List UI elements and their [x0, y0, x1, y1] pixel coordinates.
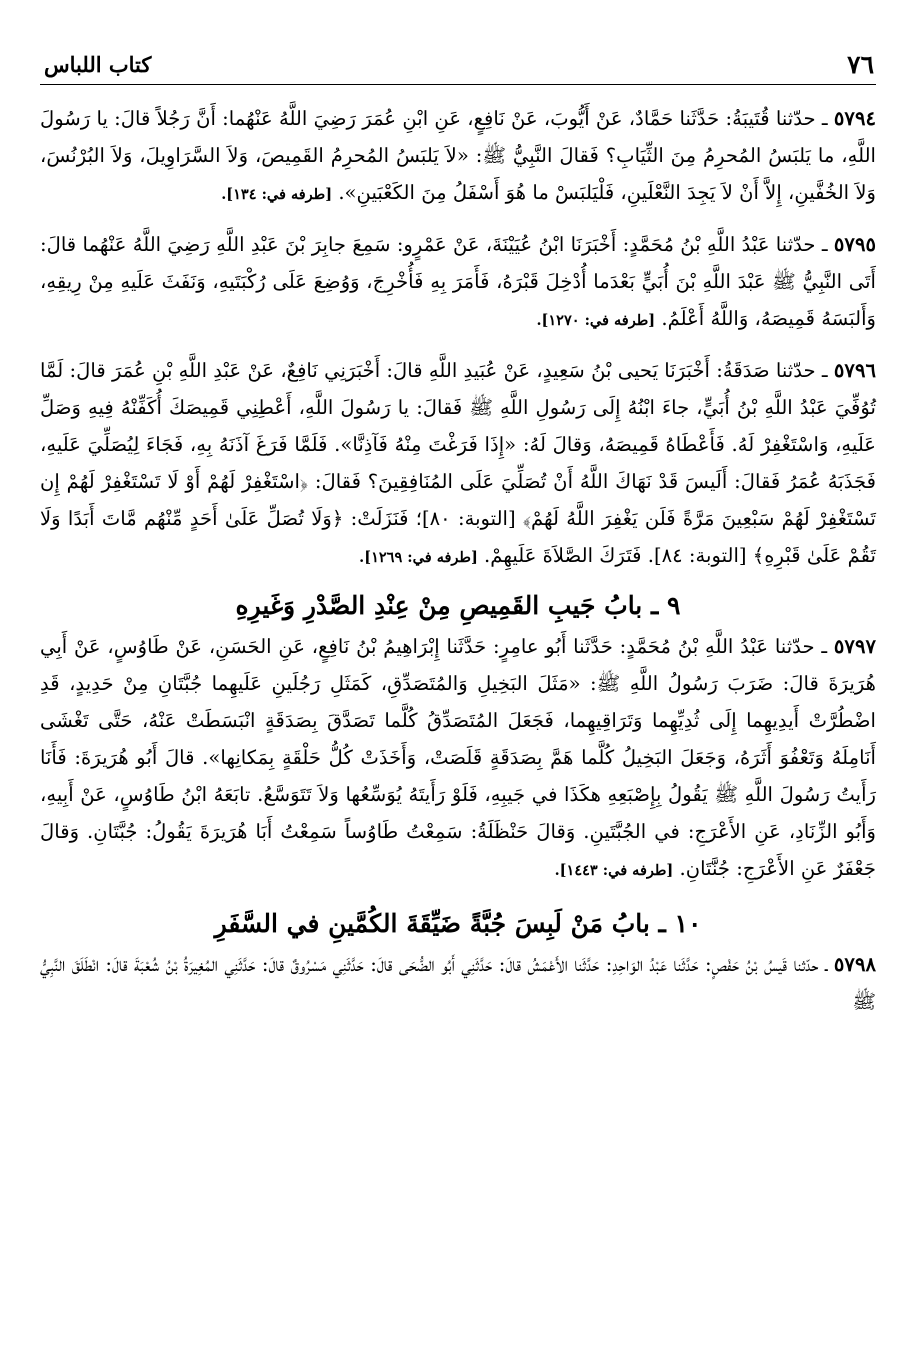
hadith-5798 [40, 946, 876, 1020]
hadith-number: ٥٧٩٥ [833, 233, 877, 256]
hadith-text: ـ حدّثنا قُتَيبَةُ: حَدَّثَنا حَمَّادٌ، عَنْ أَيُّوبَ، عَنْ نَافِعٍ، عَنِ ابْنِ عُمَرَ رَضِيَ اللَّهُ عَنْهُما: أَنَّ رَجُلاً قالَ: يا رَسُولَ اللَّهِ، ما يَلبَسُ المُحرِمُ مِنَ الثِّيَابِ؟ فَقالَ النَّبِيُّ ﷺ: «لاَ يَلبَسُ المُحرِمُ القَمِيصَ، وَلاَ السَّرَاوِيلَ، وَلاَ البُرْنُسَ، وَلاَ الخُفَّينِ، إِلاَّ أَنْ لاَ يَجِدَ النَّعْلَينِ، فَلْيَلبَسْ ما هُوَ أَسْفَلُ مِنَ الكَعْبَينِ». [40, 107, 876, 204]
hadith-text: ـ حدّثنا صَدَقَةُ: أَخْبَرَنَا يَحيى بْنُ سَعِيدٍ، عَنْ عُبَيدِ اللَّهِ قالَ: أَخْبَرَنِي نَافِعٌ، عَنْ عَبْدِ اللَّهِ بْنِ عُمَرَ قالَ: لَمَّا تُوُفِّيَ عَبْدُ اللَّهِ بْنُ أُبَيٍّ، جاءَ ابْنُهُ إِلَى رَسُولِ اللَّهِ ﷺ فَقالَ: يا رَسُولَ اللَّهِ، أَعْطِنِي قَمِيصَكَ أُكَفِّنْهُ فِيهِ وَصَلِّ عَلَيهِ، وَاسْتَغْفِرْ لَهُ. فَأَعْطَاهُ قَمِيصَهُ، وَقالَ لَهُ: «إِذَا فَرَغْتَ مِنْهُ فَآذِنَّا». فَلَمَّا فَرَغَ آذَنَهُ بِهِ، فَجَاءَ لِيُصَلِّيَ عَلَيهِ، فَجَذَبَهُ عُمَرُ فَقالَ: أَلَيسَ قَدْ نَهَاكَ اللَّهُ أَنْ تُصَلِّيَ عَلَى المُنَافِقِينَ؟ فَقالَ: ﴿اسْتَغْفِرْ لَهُمْ أَوْ لَا تَسْتَغْفِرْ لَهُمْ إِن تَسْتَغْفِرْ لَهُمْ سَبْعِينَ مَرَّةً فَلَن يَغْفِرَ اللَّهُ لَهُمْ﴾ [التوبة: ٨٠]؛ فَنَزَلَتْ: ﴿وَلَا تُصَلِّ عَلَىٰ أَحَدٍ مِّنْهُم مَّاتَ أَبَدًا وَلَا تَقُمْ عَلَىٰ قَبْرِهِ﴾ [التوبة: ٨٤]. فَتَرَكَ الصَّلاَةَ عَلَيهِمْ. [40, 359, 876, 567]
hadith-reference: [طرفه في: ١٢٦٩]. [359, 549, 478, 566]
hadith-reference: [طرفه في: ١٤٤٣]. [554, 862, 674, 879]
chapter-heading-9: ٩ ـ بابُ جَيبِ القَمِيصِ مِنْ عِنْدِ الصَّدْرِ وَغَيرِهِ [235, 591, 681, 620]
hadith-text: ـ حدّثنا قَيسُ بْنُ حَفْصٍ: حَدَّثَنا عَبْدُ الوَاحِدِ: حَدَّثَنا الأَعْمَشُ قالَ: حَدَّثَنِي أَبُو الضُّحَى قالَ: حَدَّثَنِي مَسْرُوقٌ قالَ: حَدَّثَنِي المُغِيرَةُ بْنُ شُعْبَةَ قالَ: انْطَلَقَ النَّبِيُّ ﷺ [40, 953, 876, 1013]
hadith-number: ٥٧٩٨ [833, 953, 876, 976]
hadith-number: ٥٧٩٤ [833, 107, 876, 130]
hadith-5795 [40, 226, 876, 339]
hadith-number: ٥٧٩٦ [833, 359, 876, 382]
hadith-number: ٥٧٩٧ [833, 635, 876, 658]
book-title: كتاب اللباس [44, 52, 152, 77]
page-number: ٧٦ [847, 50, 874, 79]
hadith-reference: [طرفه في: ١٢٧٠]. [536, 312, 656, 329]
hadith-5794 [40, 100, 876, 213]
hadith-text: ـ حدّثنا عَبْدُ اللَّهِ بْنُ مُحَمَّدٍ: حَدَّثَنا أَبُو عامِرٍ: حَدَّثَنا إِبْرَاهِيمُ بْنُ نَافِعٍ، عَنِ الحَسَنِ، عَنْ طَاوُسٍ، عَنْ أَبِي هُرَيرَةَ قالَ: ضَرَبَ رَسُولُ اللَّهِ ﷺ: «مَثَلَ البَخِيلِ وَالمُتَصَدِّقِ، كَمَثَلِ رَجُلَينِ عَلَيهِما جُبَّتَانِ مِنْ حَدِيدٍ، قَدِ اضْطُرَّتْ أَيدِيهِما إِلَى ثُدِيِّهِما وَتَرَاقِيهِما، فَجَعَلَ المُتَصَدِّقُ كُلَّما تَصَدَّقَ بِصَدَقَةٍ انْبَسَطَتْ عَنْهُ، حَتَّى تَغْشَى أَنَامِلَهُ وَتَعْفُوَ أَثَرَهُ، وَجَعَلَ البَخِيلُ كُلَّما هَمَّ بِصَدَقَةٍ قَلَصَتْ، وَأَخَذَتْ كُلُّ حَلْقَةٍ بِمَكانِها». قالَ أَبُو هُرَيرَةَ: فَأَنَا رَأَيتُ رَسُولَ اللَّهِ ﷺ يَقُولُ بِإِصْبَعِهِ هكَذَا في جَيبِهِ، فَلَوْ رَأَيتَهُ يُوَسِّعُها وَلاَ تَتَوَسَّعُ. تابَعَهُ ابْنُ طَاوُسٍ، عَنْ أَبِيهِ، وَأَبُو الزِّنَادِ، عَنِ الأَعْرَجِ: في الجُبَّتَينِ. وَقالَ حَنْظَلَةُ: سَمِعْتُ طَاوُساً سَمِعْتُ أَبَا هُرَيرَةَ يَقُولُ: جُبَّتَانِ. وَقالَ جَعْفَرٌ عَنِ الأَعْرَجِ: جُنَّتَانِ. [40, 635, 876, 880]
hadith-5796 [40, 352, 876, 576]
hadith-reference: [طرفه في: ١٣٤]. [221, 186, 333, 203]
page-header [40, 44, 876, 85]
chapter-heading-10: ١٠ ـ بابُ مَنْ لَبِسَ جُبَّةً ضَيِّقَةَ الكُمَّينِ في السَّفَرِ [214, 909, 702, 938]
page-body [40, 100, 876, 1020]
book-page [40, 0, 876, 1357]
hadith-5797 [40, 628, 876, 889]
hadith-text: ـ حدّثنا عَبْدُ اللَّهِ بْنُ مُحَمَّدٍ: أَخْبَرَنَا ابْنُ عُيَيْنَةَ، عَنْ عَمْرٍو: سَمِعَ جابِرَ بْنَ عَبْدِ اللَّهِ رَضِيَ اللَّهُ عَنْهُما قالَ: أَتَى النَّبِيُّ ﷺ عَبْدَ اللَّهِ بْنَ أُبَيٍّ بَعْدَما أُدْخِلَ قَبْرَهُ، فَأَمَرَ بِهِ فَأُخْرِجَ، وَوُضِعَ عَلَى رُكْبَتَيهِ، وَنَفَثَ عَلَيهِ مِنْ رِيقِهِ، وَأَلبَسَهُ قَمِيصَهُ، وَاللَّهُ أَعْلَمُ. [40, 233, 876, 330]
